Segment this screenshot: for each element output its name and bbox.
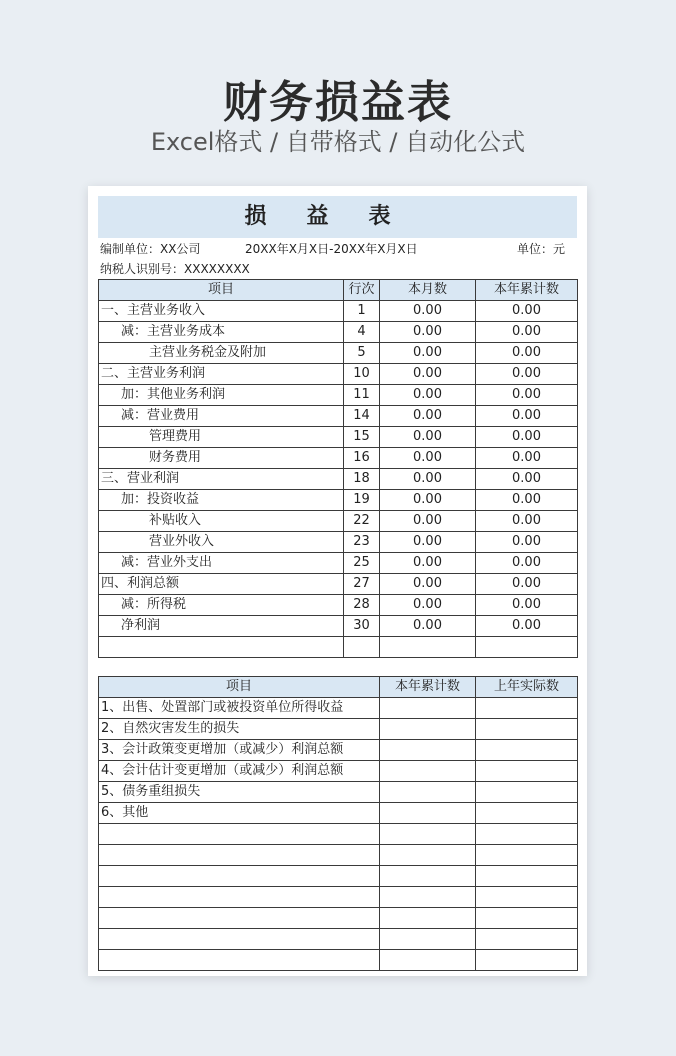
cell-year: 0.00 bbox=[476, 511, 578, 532]
page-subtitle: Excel格式 / 自带格式 / 自动化公式 bbox=[150, 128, 526, 156]
table-row bbox=[99, 385, 578, 406]
table-row bbox=[99, 782, 578, 803]
table-row bbox=[99, 469, 578, 490]
cell-month: 0.00 bbox=[380, 448, 476, 469]
cell-year: 0.00 bbox=[476, 427, 578, 448]
cell-year-total bbox=[380, 761, 476, 782]
cell-year: 0.00 bbox=[476, 448, 578, 469]
cell-line: 1 bbox=[344, 301, 380, 322]
cell-item: 加：其他业务利润 bbox=[99, 385, 344, 406]
table-row bbox=[99, 824, 578, 845]
cell-item: 二、主营业务利润 bbox=[99, 364, 344, 385]
cell-item bbox=[99, 824, 380, 845]
cell-item: 6、其他 bbox=[99, 803, 380, 824]
cell-month: 0.00 bbox=[380, 385, 476, 406]
cell-line: 4 bbox=[344, 322, 380, 343]
cell-line: 18 bbox=[344, 469, 380, 490]
cell-year: 0.00 bbox=[476, 553, 578, 574]
cell-line: 22 bbox=[344, 511, 380, 532]
income-table-header bbox=[99, 280, 578, 301]
cell-item: 三、营业利润 bbox=[99, 469, 344, 490]
cell-item: 1、出售、处置部门或被投资单位所得收益 bbox=[99, 698, 380, 719]
cell-month: 0.00 bbox=[380, 427, 476, 448]
cell-month: 0.00 bbox=[380, 511, 476, 532]
cell-year: 0.00 bbox=[476, 322, 578, 343]
cell-year-total bbox=[380, 845, 476, 866]
table-row bbox=[99, 908, 578, 929]
cell-line: 19 bbox=[344, 490, 380, 511]
cell-month: 0.00 bbox=[380, 574, 476, 595]
cell-last-year bbox=[476, 824, 578, 845]
cell-item: 减：所得税 bbox=[99, 595, 344, 616]
cell-month: 0.00 bbox=[380, 532, 476, 553]
table-row bbox=[99, 511, 578, 532]
cell-year-total bbox=[380, 866, 476, 887]
table-row bbox=[99, 866, 578, 887]
compiler-label: 编制单位：XX公司 bbox=[100, 242, 201, 256]
table-row bbox=[99, 929, 578, 950]
cell-month: 0.00 bbox=[380, 301, 476, 322]
header-last-year: 上年实际数 bbox=[476, 677, 578, 698]
table-row bbox=[99, 740, 578, 761]
table-row bbox=[99, 490, 578, 511]
cell-line: 16 bbox=[344, 448, 380, 469]
cell-month: 0.00 bbox=[380, 553, 476, 574]
table-row bbox=[99, 803, 578, 824]
cell-year: 0.00 bbox=[476, 595, 578, 616]
table-row bbox=[99, 301, 578, 322]
cell-last-year bbox=[476, 845, 578, 866]
table-row bbox=[99, 845, 578, 866]
table-row bbox=[99, 364, 578, 385]
cell-last-year bbox=[476, 740, 578, 761]
taxpayer-row bbox=[100, 259, 577, 279]
cell-month: 0.00 bbox=[380, 616, 476, 637]
cell-item: 减：营业费用 bbox=[99, 406, 344, 427]
cell-year-total bbox=[380, 803, 476, 824]
sheet-meta-row bbox=[100, 239, 577, 259]
empty-cell bbox=[344, 637, 380, 658]
cell-item: 主营业务税金及附加 bbox=[99, 343, 344, 364]
cell-item bbox=[99, 950, 380, 971]
spacer-row bbox=[99, 637, 578, 658]
cell-year: 0.00 bbox=[476, 532, 578, 553]
period-label: 20XX年X月X日-20XX年X月X日 bbox=[245, 242, 418, 256]
cell-month: 0.00 bbox=[380, 490, 476, 511]
cell-month: 0.00 bbox=[380, 322, 476, 343]
cell-year: 0.00 bbox=[476, 301, 578, 322]
cell-year-total bbox=[380, 719, 476, 740]
cell-month: 0.00 bbox=[380, 364, 476, 385]
table-row bbox=[99, 406, 578, 427]
cell-line: 28 bbox=[344, 595, 380, 616]
income-statement-sheet bbox=[88, 186, 587, 976]
table-row bbox=[99, 616, 578, 637]
cell-line: 27 bbox=[344, 574, 380, 595]
table-row bbox=[99, 761, 578, 782]
cell-year: 0.00 bbox=[476, 343, 578, 364]
cell-last-year bbox=[476, 719, 578, 740]
supplementary-table bbox=[98, 676, 578, 971]
cell-year-total bbox=[380, 698, 476, 719]
cell-month: 0.00 bbox=[380, 343, 476, 364]
cell-last-year bbox=[476, 782, 578, 803]
cell-year-total bbox=[380, 782, 476, 803]
cell-item: 2、自然灾害发生的损失 bbox=[99, 719, 380, 740]
cell-line: 11 bbox=[344, 385, 380, 406]
cell-line: 23 bbox=[344, 532, 380, 553]
cell-last-year bbox=[476, 866, 578, 887]
cell-last-year bbox=[476, 929, 578, 950]
cell-line: 5 bbox=[344, 343, 380, 364]
table-row bbox=[99, 595, 578, 616]
cell-item: 四、利润总额 bbox=[99, 574, 344, 595]
cell-item: 财务费用 bbox=[99, 448, 344, 469]
cell-last-year bbox=[476, 698, 578, 719]
table-row bbox=[99, 719, 578, 740]
empty-cell bbox=[99, 637, 344, 658]
header-year: 本年累计数 bbox=[476, 280, 578, 301]
cell-year: 0.00 bbox=[476, 469, 578, 490]
cell-item: 净利润 bbox=[99, 616, 344, 637]
header-item: 项目 bbox=[99, 280, 344, 301]
cell-item bbox=[99, 929, 380, 950]
cell-item: 加：投资收益 bbox=[99, 490, 344, 511]
page-title: 财务损益表 bbox=[223, 77, 453, 128]
cell-year-total bbox=[380, 908, 476, 929]
empty-cell bbox=[476, 637, 578, 658]
cell-last-year bbox=[476, 803, 578, 824]
table-row bbox=[99, 532, 578, 553]
cell-year: 0.00 bbox=[476, 574, 578, 595]
header-line: 行次 bbox=[344, 280, 380, 301]
cell-item: 一、主营业务收入 bbox=[99, 301, 344, 322]
cell-month: 0.00 bbox=[380, 406, 476, 427]
cell-line: 15 bbox=[344, 427, 380, 448]
cell-last-year bbox=[476, 887, 578, 908]
cell-year: 0.00 bbox=[476, 490, 578, 511]
cell-last-year bbox=[476, 761, 578, 782]
cell-item: 4、会计估计变更增加（或减少）利润总额 bbox=[99, 761, 380, 782]
cell-item bbox=[99, 866, 380, 887]
cell-year-total bbox=[380, 824, 476, 845]
table-row bbox=[99, 887, 578, 908]
cell-year-total bbox=[380, 929, 476, 950]
cell-year: 0.00 bbox=[476, 385, 578, 406]
cell-line: 30 bbox=[344, 616, 380, 637]
table-row bbox=[99, 574, 578, 595]
cell-item: 补贴收入 bbox=[99, 511, 344, 532]
taxpayer-label: 纳税人识别号：XXXXXXXX bbox=[100, 262, 250, 276]
cell-year-total bbox=[380, 740, 476, 761]
cell-last-year bbox=[476, 950, 578, 971]
cell-year-total bbox=[380, 950, 476, 971]
cell-year: 0.00 bbox=[476, 364, 578, 385]
cell-last-year bbox=[476, 908, 578, 929]
table-row bbox=[99, 343, 578, 364]
table-row bbox=[99, 698, 578, 719]
cell-line: 10 bbox=[344, 364, 380, 385]
sheet-title: 损益表 bbox=[98, 196, 577, 238]
cell-line: 25 bbox=[344, 553, 380, 574]
cell-item: 3、会计政策变更增加（或减少）利润总额 bbox=[99, 740, 380, 761]
cell-month: 0.00 bbox=[380, 469, 476, 490]
unit-label: 单位：元 bbox=[516, 242, 565, 256]
cell-line: 14 bbox=[344, 406, 380, 427]
cell-item: 5、债务重组损失 bbox=[99, 782, 380, 803]
table-row bbox=[99, 322, 578, 343]
cell-item bbox=[99, 845, 380, 866]
header-item: 项目 bbox=[99, 677, 380, 698]
cell-item: 减：营业外支出 bbox=[99, 553, 344, 574]
cell-year: 0.00 bbox=[476, 406, 578, 427]
cell-item: 管理费用 bbox=[99, 427, 344, 448]
cell-item: 减：主营业务成本 bbox=[99, 322, 344, 343]
table-row bbox=[99, 448, 578, 469]
header-year-total: 本年累计数 bbox=[380, 677, 476, 698]
empty-cell bbox=[380, 637, 476, 658]
table-row bbox=[99, 427, 578, 448]
cell-item bbox=[99, 908, 380, 929]
cell-year: 0.00 bbox=[476, 616, 578, 637]
cell-year-total bbox=[380, 887, 476, 908]
table-row bbox=[99, 553, 578, 574]
cell-item: 营业外收入 bbox=[99, 532, 344, 553]
cell-month: 0.00 bbox=[380, 595, 476, 616]
income-table bbox=[98, 279, 578, 658]
supplementary-table-header bbox=[99, 677, 578, 698]
header-month: 本月数 bbox=[380, 280, 476, 301]
table-row bbox=[99, 950, 578, 971]
cell-item bbox=[99, 887, 380, 908]
